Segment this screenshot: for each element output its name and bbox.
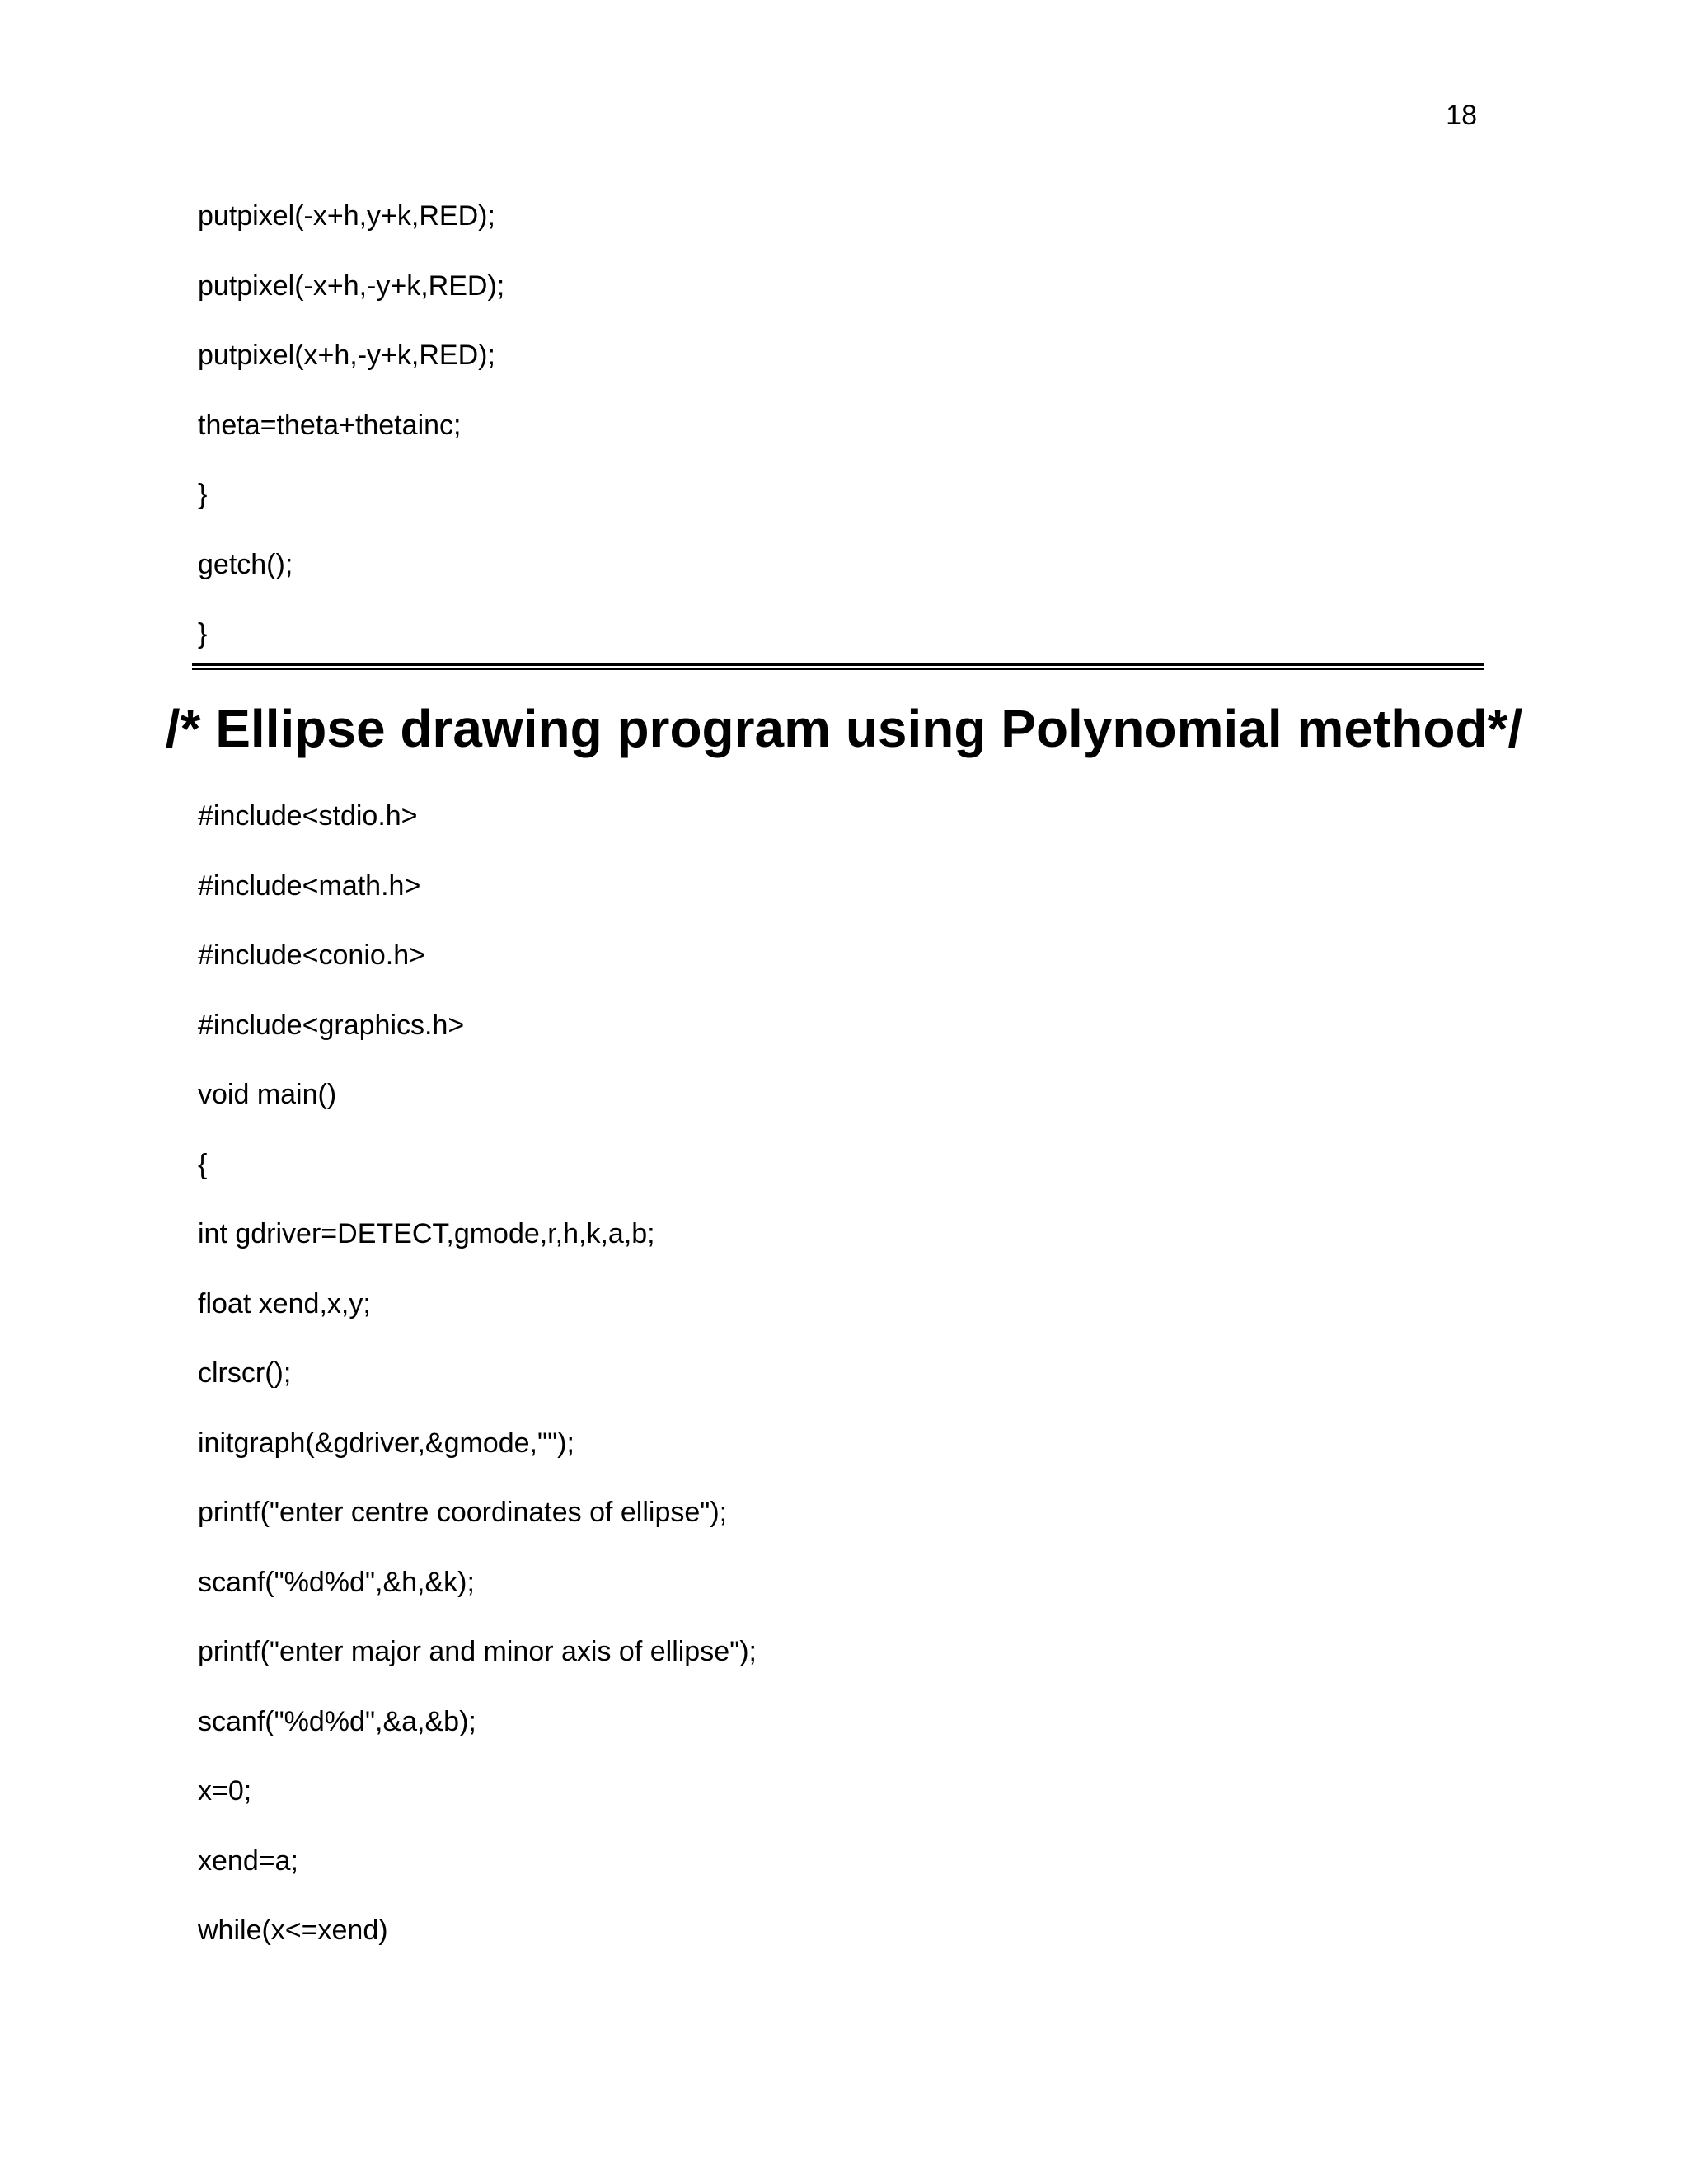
code-line: int gdriver=DETECT,gmode,r,h,k,a,b; [198, 1218, 655, 1249]
code-line: #include<stdio.h> [198, 800, 418, 832]
code-line: x=0; [198, 1775, 252, 1807]
code-block-top [198, 199, 504, 687]
code-line: #include<math.h> [198, 869, 421, 902]
code-line: void main() [198, 1079, 337, 1110]
code-block-bottom [198, 799, 757, 1984]
code-line: { [198, 1148, 208, 1180]
code-line: float xend,x,y; [198, 1287, 371, 1319]
code-line: scanf("%d%d",&h,&k); [198, 1566, 475, 1598]
section-divider-thick [192, 663, 1484, 666]
code-line: #include<conio.h> [198, 940, 426, 971]
code-line: printf("enter centre coordinates of ellipse"); [198, 1497, 728, 1528]
section-heading: /* Ellipse drawing program using Polynomial method*/ [165, 699, 1523, 758]
code-line: while(x<=xend) [198, 1915, 388, 1946]
code-line: scanf("%d%d",&a,&b); [198, 1705, 476, 1737]
page-number: 18 [1446, 100, 1477, 131]
code-line: putpixel(x+h,-y+k,RED); [198, 340, 495, 371]
section-divider-thin [192, 668, 1484, 670]
code-line: } [198, 479, 208, 510]
code-line: putpixel(-x+h,-y+k,RED); [198, 269, 505, 302]
code-line: #include<graphics.h> [198, 1009, 465, 1041]
code-line: putpixel(-x+h,y+k,RED); [198, 200, 495, 232]
code-line: getch(); [198, 548, 293, 580]
code-line: printf("enter major and minor axis of ellipse"); [198, 1636, 757, 1667]
code-line: xend=a; [198, 1844, 298, 1877]
code-line: initgraph(&gdriver,&gmode,""); [198, 1427, 574, 1459]
code-line: theta=theta+thetainc; [198, 409, 462, 441]
code-line: } [198, 618, 208, 649]
code-line: clrscr(); [198, 1357, 292, 1389]
